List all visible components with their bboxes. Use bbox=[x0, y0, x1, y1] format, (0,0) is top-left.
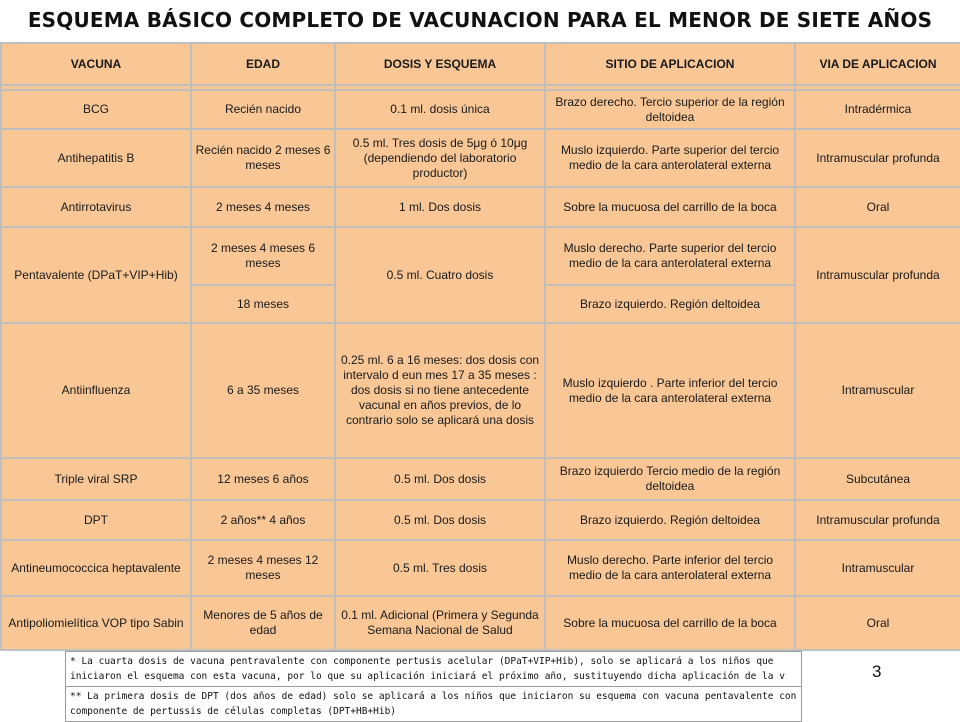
cell-via: Intramuscular bbox=[795, 323, 960, 458]
vaccination-table-container bbox=[0, 42, 960, 651]
cell-edad: Recién nacido 2 meses 6 meses bbox=[191, 129, 335, 187]
table-row bbox=[1, 540, 960, 596]
cell-vacuna: Antineumococcica heptavalente bbox=[1, 540, 191, 596]
table-row bbox=[1, 500, 960, 540]
cell-via: Oral bbox=[795, 187, 960, 227]
cell-via: Intramuscular profunda bbox=[795, 500, 960, 540]
footnote-pentavalente: * La cuarta dosis de vacuna pentravalente con componente pertusis acelular (DPaT+VIP+Hib), solo se aplicará a los niños que iniciaron el esquema con esta vacuna, por lo que su aplicación iniciará el próximo año, sustituyendo dicha aplicación de la v bbox=[70, 656, 785, 682]
cell-sitio: Brazo izquierdo. Región deltoidea bbox=[545, 285, 795, 323]
cell-dosis: 0.1 ml. dosis única bbox=[335, 90, 545, 129]
cell-dosis: 0.5 ml. Tres dosis bbox=[335, 540, 545, 596]
cell-via: Intramuscular profunda bbox=[795, 129, 960, 187]
header-sitio: SITIO DE APLICACION bbox=[545, 43, 795, 85]
page-title: ESQUEMA BÁSICO COMPLETO DE VACUNACION PARA EL MENOR DE SIETE AÑOS bbox=[27, 8, 933, 32]
cell-vacuna: DPT bbox=[1, 500, 191, 540]
cell-sitio: Sobre la mucuosa del carrillo de la boca bbox=[545, 596, 795, 650]
cell-vacuna: Triple viral SRP bbox=[1, 458, 191, 500]
cell-dosis: 0.5 ml. Cuatro dosis bbox=[335, 227, 545, 323]
table-row bbox=[1, 129, 960, 187]
cell-dosis: 0.5 ml. Tres dosis de 5μg ó 10μg (dependiendo del laboratorio productor) bbox=[335, 129, 545, 187]
header-dosis: DOSIS Y ESQUEMA bbox=[335, 43, 545, 85]
cell-via: Oral bbox=[795, 596, 960, 650]
cell-via: Intramuscular bbox=[795, 540, 960, 596]
cell-via: Intramuscular profunda bbox=[795, 227, 960, 323]
cell-dosis: 0.5 ml. Dos dosis bbox=[335, 458, 545, 500]
table-row bbox=[1, 458, 960, 500]
cell-edad: 2 meses 4 meses 6 meses bbox=[191, 227, 335, 285]
page-number: 3 bbox=[872, 662, 882, 681]
cell-vacuna: BCG bbox=[1, 90, 191, 129]
cell-vacuna: Antiinfluenza bbox=[1, 323, 191, 458]
cell-vacuna: Antihepatitis B bbox=[1, 129, 191, 187]
cell-edad: 18 meses bbox=[191, 285, 335, 323]
footnote-dpt: ** La primera dosis de DPT (dos años de edad) solo se aplicará a los niños que iniciaron su esquema con vacuna pentavalente con componente de pertussis de células completas (DPT+HB+Hib) bbox=[66, 686, 801, 721]
table-row bbox=[1, 227, 960, 285]
cell-edad: 2 años** 4 años bbox=[191, 500, 335, 540]
table-row bbox=[1, 187, 960, 227]
cell-via: Subcutánea bbox=[795, 458, 960, 500]
vaccination-table bbox=[0, 42, 960, 651]
cell-vacuna: Antirrotavirus bbox=[1, 187, 191, 227]
cell-sitio: Muslo derecho. Parte superior del tercio medio de la cara anterolateral externa bbox=[545, 227, 795, 285]
cell-sitio: Sobre la mucuosa del carrillo de la boca bbox=[545, 187, 795, 227]
header-vacuna: VACUNA bbox=[1, 43, 191, 85]
cell-edad: 12 meses 6 años bbox=[191, 458, 335, 500]
header-via: VIA DE APLICACION bbox=[795, 43, 960, 85]
cell-sitio: Brazo izquierdo Tercio medio de la región deltoidea bbox=[545, 458, 795, 500]
cell-dosis: 0.25 ml. 6 a 16 meses: dos dosis con intervalo d eun mes 17 a 35 meses : dos dosis si no tiene antecedente vacunal en años previos, de lo contrario solo se aplicará una dosis bbox=[335, 323, 545, 458]
cell-dosis: 1 ml. Dos dosis bbox=[335, 187, 545, 227]
cell-vacuna: Antipoliomielítica VOP tipo Sabin bbox=[1, 596, 191, 650]
cell-edad: Menores de 5 años de edad bbox=[191, 596, 335, 650]
cell-edad: 2 meses 4 meses bbox=[191, 187, 335, 227]
header-row bbox=[1, 43, 960, 85]
cell-edad: 6 a 35 meses bbox=[191, 323, 335, 458]
cell-vacuna: Pentavalente (DPaT+VIP+Hib) bbox=[1, 227, 191, 323]
cell-dosis: 0.5 ml. Dos dosis bbox=[335, 500, 545, 540]
cell-sitio: Brazo izquierdo. Región deltoidea bbox=[545, 500, 795, 540]
cell-via: Intradérmica bbox=[795, 90, 960, 129]
table-row bbox=[1, 323, 960, 458]
table-row bbox=[1, 596, 960, 650]
cell-sitio: Muslo izquierdo . Parte inferior del tercio medio de la cara anterolateral externa bbox=[545, 323, 795, 458]
cell-edad: 2 meses 4 meses 12 meses bbox=[191, 540, 335, 596]
cell-dosis: 0.1 ml. Adicional (Primera y Segunda Semana Nacional de Salud bbox=[335, 596, 545, 650]
cell-edad: Recién nacido bbox=[191, 90, 335, 129]
cell-sitio: Brazo derecho. Tercio superior de la región deltoidea bbox=[545, 90, 795, 129]
cell-sitio: Muslo izquierdo. Parte superior del tercio medio de la cara anterolateral externa bbox=[545, 129, 795, 187]
table-row bbox=[1, 90, 960, 129]
footnotes-box bbox=[65, 651, 802, 722]
header-edad: EDAD bbox=[191, 43, 335, 85]
cell-sitio: Muslo derecho. Parte inferior del tercio medio de la cara anterolateral externa bbox=[545, 540, 795, 596]
